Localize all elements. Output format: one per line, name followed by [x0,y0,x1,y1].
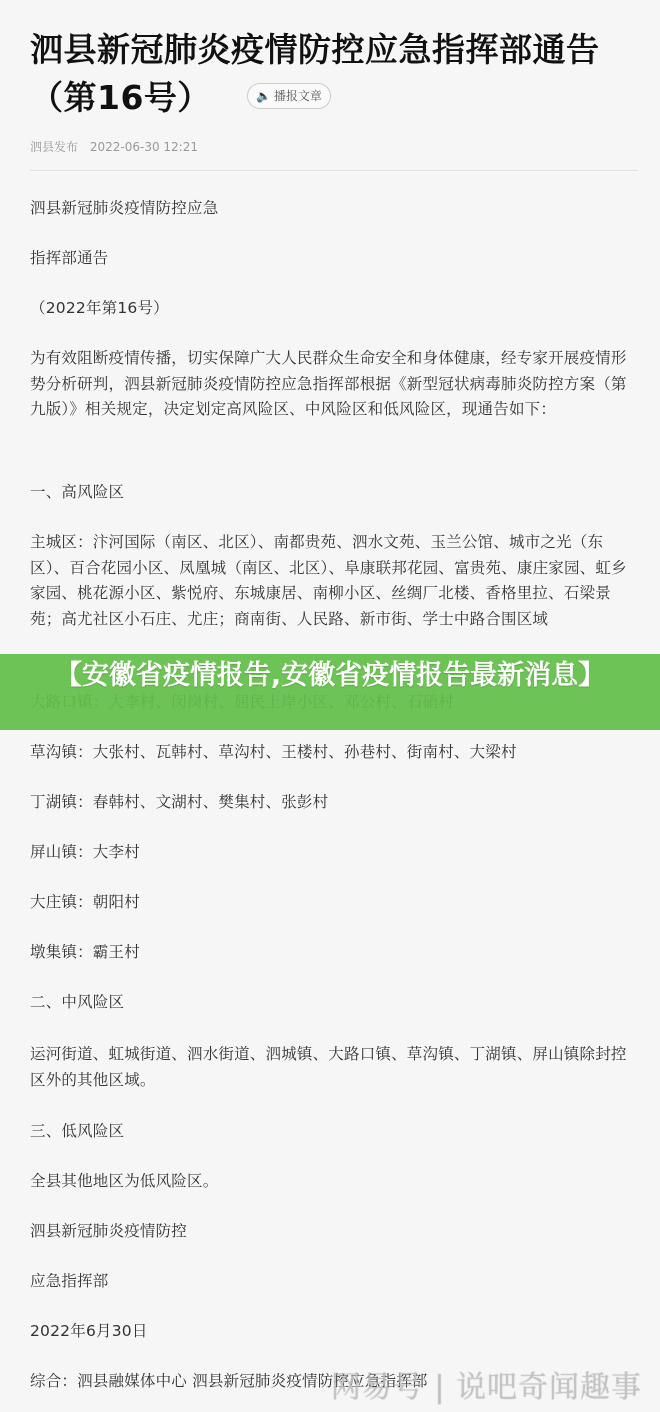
divider [30,170,638,171]
paragraph: 综合：泗县融媒体中心 泗县新冠肺炎疫情防控应急指挥部 [30,1372,428,1390]
section-heading: 一、高风险区 [30,483,125,501]
paragraph: 为有效阻断疫情传播，切实保障广大人民群众生命安全和身体健康，经专家开展疫情形势分析研判，泗县新冠肺炎疫情防控应急指挥部根据《新型冠状病毒肺炎防控方案（第九版）》相关规定，决定划定高风险区、中风险区和低风险区，现通告如下： [30,349,627,418]
paragraph: 大庄镇：朝阳村 [30,893,140,911]
paragraph: 主城区：汴河国际（南区、北区）、南都贵苑、泗水文苑、玉兰公馆、城市之光（东区）、百合花园小区、凤凰城（南区、北区）、阜康联邦花园、富贵苑、康庄家园、虹乡家园、桃花源小区、紫悦府、东城康居、南柳小区、丝绸厂北楼、香格里拉、石梁景苑；高尤社区小石庄、尤庄；商南街、人民路、新市街、学士中路合围区域 [30,533,627,628]
article-meta [30,138,198,155]
paragraph: 指挥部通告 [30,249,109,267]
paragraph: 运河街道、虹城街道、泗水街道、泗城镇、大路口镇、草沟镇、丁湖镇、屏山镇除封控区外的其他区域。 [30,1045,627,1089]
headline-banner: 【安徽省疫情报告,安徽省疫情报告最新消息】 [0,654,660,730]
paragraph: 屏山镇：大李村 [30,843,140,861]
paragraph: 2022年6月30日 [30,1322,148,1340]
paragraph: 草沟镇：大张村、瓦韩村、草沟村、王楼村、孙巷村、街南村、大梁村 [30,743,517,761]
title-line-1: 泗县新冠肺炎疫情防控应急指挥部通告 [30,30,600,69]
paragraph: 应急指挥部 [30,1272,109,1290]
article-title [30,26,650,122]
paragraph: 泗县新冠肺炎疫情防控应急 [30,199,219,217]
paragraph: （2022年第16号） [30,299,169,317]
listen-article-button[interactable] [247,83,331,109]
source-link[interactable]: 泗县发布 [30,140,79,154]
section-heading: 三、低风险区 [30,1122,125,1140]
paragraph: 全县其他地区为低风险区。 [30,1172,219,1190]
paragraph: 泗县新冠肺炎疫情防控 [30,1222,188,1240]
paragraph: 丁湖镇：春韩村、文湖村、樊集村、张彭村 [30,793,329,811]
section-heading: 二、中风险区 [30,993,125,1011]
publish-datetime: 2022-06-30 12:21 [89,140,198,154]
title-line-2: （第16号） [30,78,211,117]
paragraph: 墩集镇：霸王村 [30,943,140,961]
speaker-icon: 🔈 [255,88,271,103]
listen-article-label: 播报文章 [273,88,322,103]
watermark: 网易号 | 说吧奇闻趣事 [330,1370,642,1405]
